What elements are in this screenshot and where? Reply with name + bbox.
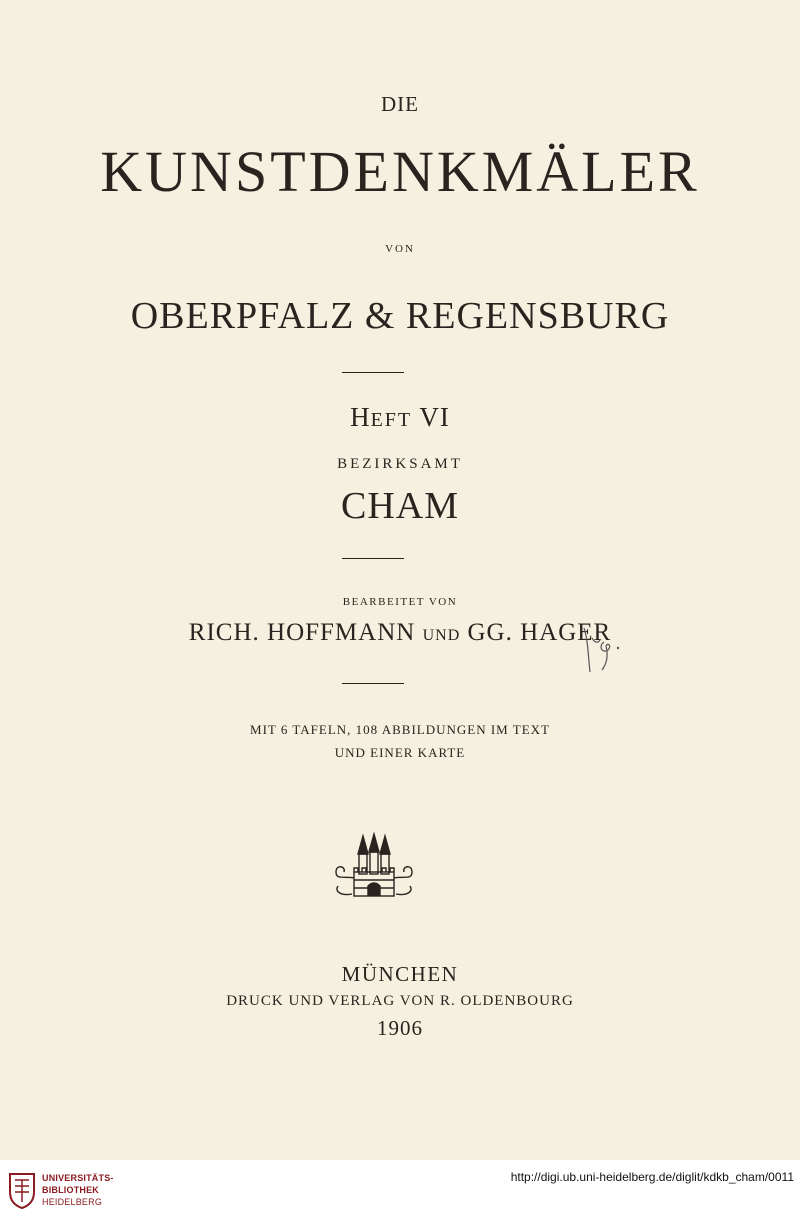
- library-name-line-3: HEIDELBERG: [42, 1197, 103, 1207]
- title-article: DIE: [381, 92, 419, 116]
- district-title: CHAM: [340, 485, 460, 527]
- main-title: KUNSTDENKMÄLER: [100, 139, 700, 204]
- authors-line: [0, 619, 800, 647]
- edited-by-label: BEARBEITET VON: [342, 596, 458, 608]
- publisher-line: DRUCK UND VERLAG VON R. OLDENBOURG: [226, 993, 574, 1009]
- divider-rule: [342, 372, 404, 373]
- source-url-link[interactable]: http://digi.ub.uni-heidelberg.de/diglit/kdkb_cham/0011: [510, 1170, 794, 1184]
- region-title: OBERPFALZ & REGENSBURG: [130, 295, 670, 337]
- library-crest-icon: [8, 1170, 36, 1210]
- author-2: GG. HAGER: [467, 619, 612, 646]
- heft-rest: EFT: [370, 409, 413, 431]
- divider-rule: [342, 558, 404, 559]
- handwritten-initials-icon: [578, 620, 628, 676]
- castle-emblem-icon: [330, 832, 418, 902]
- divider-rule: [342, 683, 404, 684]
- contents-details-line-1: MIT 6 TAFELN, 108 ABBILDUNGEN IM TEXT: [250, 722, 550, 737]
- library-logo[interactable]: [8, 1170, 114, 1210]
- heft-initial: H: [350, 402, 371, 432]
- title-von: VON: [385, 243, 415, 255]
- heft-line: [0, 402, 800, 433]
- author-1: RICH. HOFFMANN: [188, 619, 416, 646]
- library-name-line-2: BIBLIOTHEK: [42, 1185, 99, 1195]
- heft-number: VI: [419, 402, 450, 432]
- publication-year: 1906: [377, 1016, 423, 1040]
- library-name-line-1: UNIVERSITÄTS-: [42, 1173, 114, 1183]
- publication-city: MÜNCHEN: [341, 962, 459, 986]
- library-name: [42, 1172, 114, 1208]
- bezirksamt-label: BEZIRKSAMT: [337, 456, 463, 472]
- author-conjunction: UND: [422, 627, 461, 644]
- contents-details-line-2: UND EINER KARTE: [334, 745, 466, 760]
